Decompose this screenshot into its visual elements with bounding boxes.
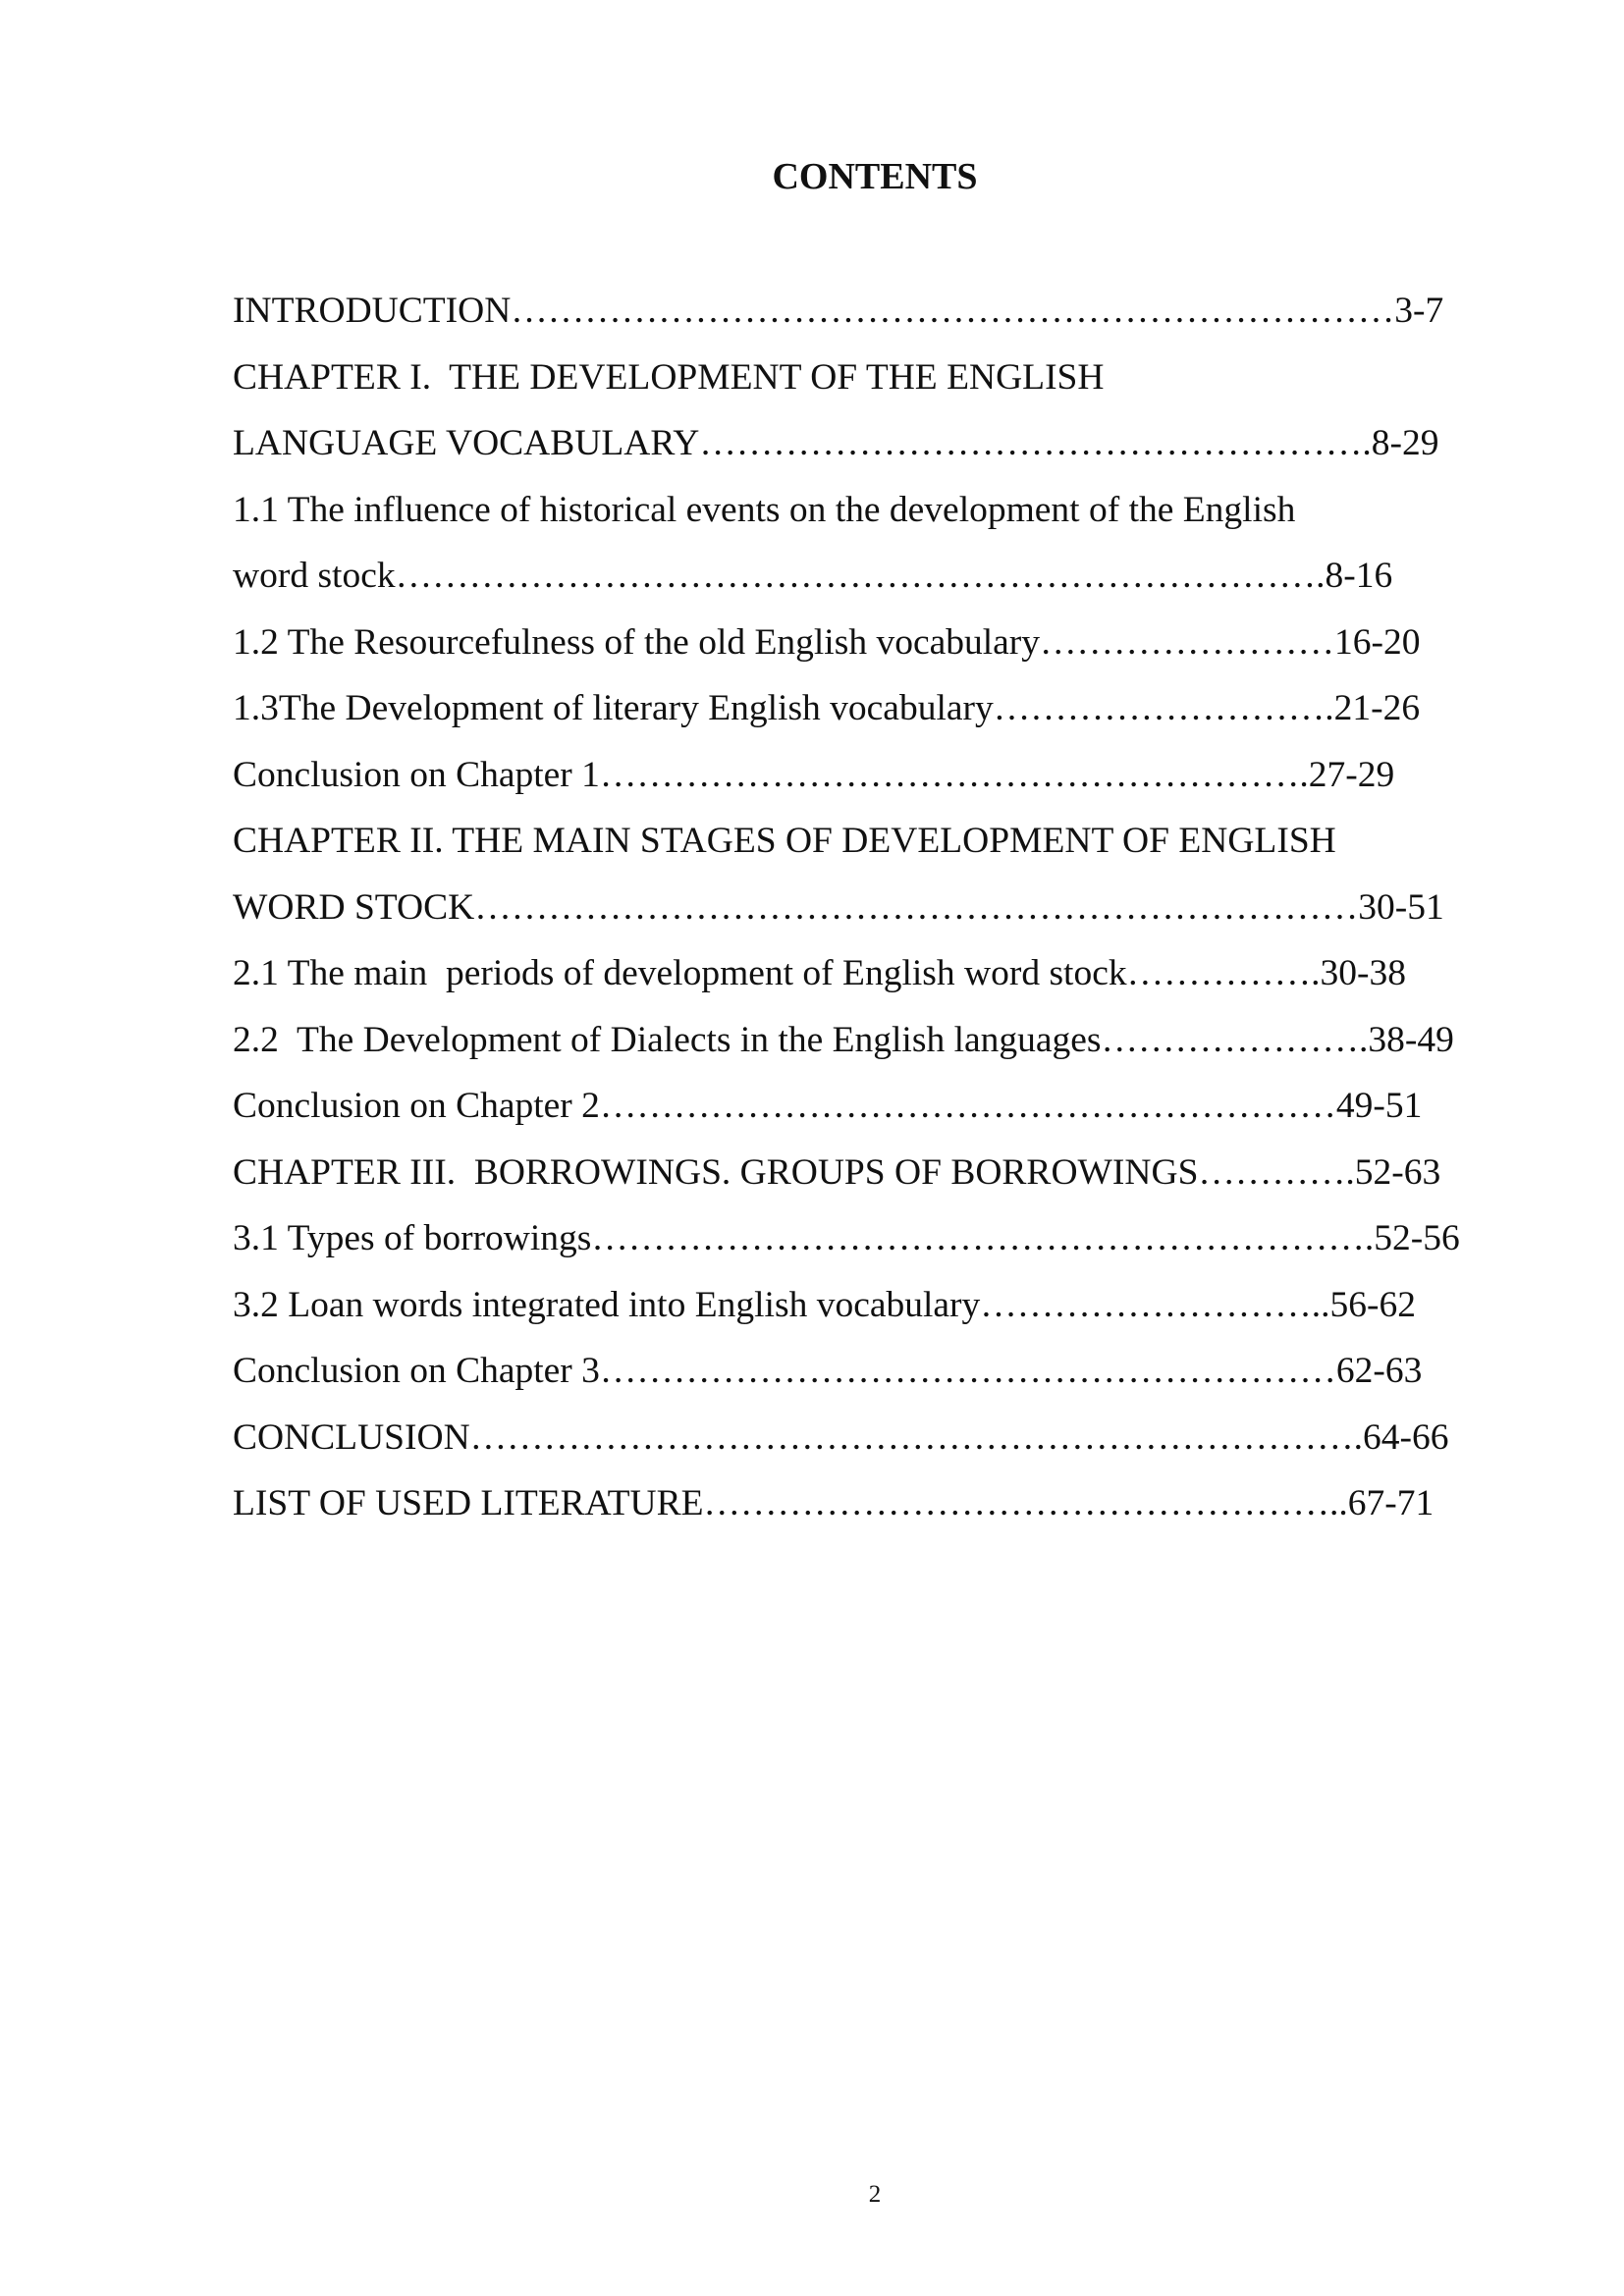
toc-entry-conclusion-chapter-2: Conclusion on Chapter 2……………………………………………………49-51 bbox=[233, 1086, 1423, 1126]
page-number: 2 bbox=[868, 2181, 882, 2208]
toc-entry-section-3-2: 3.2 Loan words integrated into English vocabulary………………………..56-62 bbox=[233, 1284, 1417, 1325]
toc-entry-section-2-2: 2.2 The Development of Dialects in the English languages………………….38-49 bbox=[233, 1019, 1454, 1060]
toc-entry-section-1-2: 1.2 The Resourcefulness of the old English vocabulary……………………16-20 bbox=[233, 621, 1421, 663]
toc-entry-section-1-1: 1.1 The influence of historical events on the development of the English bbox=[233, 489, 1296, 530]
page-title: CONTENTS bbox=[772, 156, 978, 197]
toc-entry-conclusion: CONCLUSION……………………………………………………………….64-66 bbox=[233, 1416, 1449, 1458]
toc-entry-conclusion-chapter-1: Conclusion on Chapter 1………………………………………………….27-29 bbox=[233, 754, 1395, 795]
table-of-contents bbox=[233, 286, 1529, 1545]
toc-entry-chapter-2-heading-cont: WORD STOCK………………………………………………………………30-51 bbox=[233, 886, 1444, 928]
toc-entry-chapter-1-heading-cont: LANGUAGE VOCABULARY……………………………………………….8-29 bbox=[233, 423, 1439, 463]
toc-entry-section-1-1-cont: word stock………………………………………………………………….8-16 bbox=[233, 556, 1393, 596]
toc-entry-literature: LIST OF USED LITERATURE……………………………………………..67-71 bbox=[233, 1483, 1435, 1523]
toc-entry-section-1-3: 1.3The Development of literary English vocabulary……………………….21-26 bbox=[233, 688, 1421, 728]
toc-entry-chapter-3-heading: CHAPTER III. BORROWINGS. GROUPS OF BORROWINGS………….52-63 bbox=[233, 1151, 1441, 1193]
toc-entry-conclusion-chapter-3: Conclusion on Chapter 3……………………………………………………62-63 bbox=[233, 1351, 1423, 1391]
toc-entry-section-3-1: 3.1 Types of borrowings……………………………………………………….52-56 bbox=[233, 1218, 1460, 1258]
toc-entry-chapter-1-heading: CHAPTER I. THE DEVELOPMENT OF THE ENGLISH bbox=[233, 356, 1105, 398]
toc-entry-introduction: INTRODUCTION………………………………………………………………3-7 bbox=[233, 291, 1444, 331]
toc-entry-chapter-2-heading: CHAPTER II. THE MAIN STAGES OF DEVELOPMENT OF ENGLISH bbox=[233, 821, 1336, 861]
toc-entry-section-2-1: 2.1 The main periods of development of English word stock…………….30-38 bbox=[233, 953, 1406, 993]
